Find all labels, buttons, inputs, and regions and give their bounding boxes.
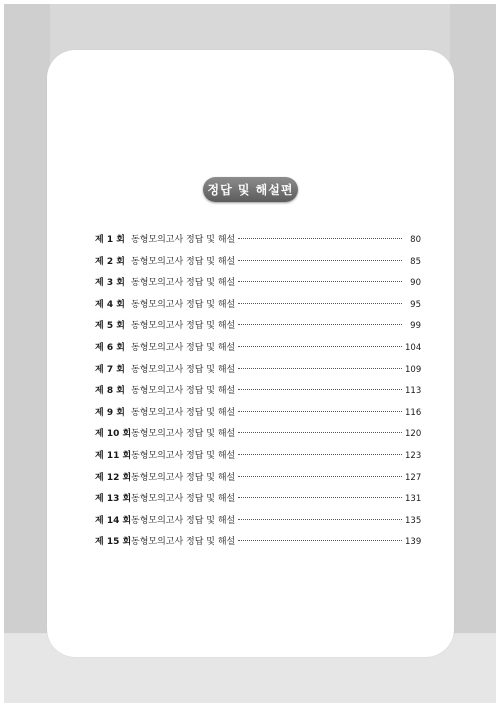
toc-number: 제 11 회	[95, 450, 132, 461]
toc-title: 동형모의고사 정답 및 해설	[131, 537, 236, 548]
toc-title: 동형모의고사 정답 및 해설	[131, 386, 236, 397]
toc-leader-dots	[238, 303, 402, 304]
toc-title: 동형모의고사 정답 및 해설	[131, 472, 236, 483]
toc-number: 제 2 회	[95, 256, 125, 267]
toc-title: 동형모의고사 정답 및 해설	[131, 364, 236, 375]
toc-row[interactable]	[95, 275, 421, 297]
toc-title: 동형모의고사 정답 및 해설	[131, 407, 236, 418]
toc-number: 제 5 회	[95, 321, 125, 332]
toc-page-number: 135	[405, 515, 422, 526]
toc-page-number: 80	[410, 235, 421, 245]
toc-row[interactable]	[95, 340, 421, 362]
toc-leader-dots	[238, 432, 402, 433]
toc-page-number: 127	[405, 472, 422, 483]
toc-page-number: 90	[410, 278, 421, 289]
toc-page-number: 116	[405, 407, 422, 418]
toc-number: 제 8 회	[95, 386, 125, 397]
toc-leader-dots	[238, 281, 402, 282]
toc-number: 제 4 회	[95, 299, 125, 310]
toc-leader-dots	[238, 238, 402, 239]
toc-page-number: 113	[405, 386, 422, 397]
toc-row[interactable]	[95, 491, 421, 513]
toc-page-number: 109	[405, 364, 422, 375]
toc-row[interactable]	[95, 232, 421, 254]
toc-page-number: 123	[405, 450, 422, 461]
toc-number: 제 3 회	[95, 278, 125, 289]
toc-title: 동형모의고사 정답 및 해설	[131, 342, 236, 353]
toc-page-number: 104	[405, 342, 422, 353]
toc-page-number: 85	[410, 256, 421, 267]
toc-title: 동형모의고사 정답 및 해설	[131, 235, 236, 245]
toc-row[interactable]	[95, 254, 421, 276]
toc-number: 제 13 회	[95, 494, 132, 505]
toc-title: 동형모의고사 정답 및 해설	[131, 256, 236, 267]
toc-leader-dots	[238, 519, 402, 520]
toc-leader-dots	[238, 497, 402, 498]
toc-number: 제 9 회	[95, 407, 125, 418]
toc-leader-dots	[238, 540, 402, 541]
toc-page-number: 131	[405, 494, 422, 505]
toc-page-number: 120	[405, 429, 422, 440]
toc-row[interactable]	[95, 383, 421, 405]
toc-title: 동형모의고사 정답 및 해설	[131, 321, 236, 332]
toc-row[interactable]	[95, 534, 421, 556]
toc-title: 동형모의고사 정답 및 해설	[131, 299, 236, 310]
toc-row[interactable]	[95, 513, 421, 535]
toc-leader-dots	[238, 454, 402, 455]
toc-title: 동형모의고사 정답 및 해설	[131, 429, 236, 440]
toc-row[interactable]	[95, 297, 421, 319]
toc-title: 동형모의고사 정답 및 해설	[131, 450, 236, 461]
toc-leader-dots	[238, 411, 402, 412]
toc-leader-dots	[238, 389, 402, 390]
toc-number: 제 10 회	[95, 429, 132, 440]
toc-row[interactable]	[95, 426, 421, 448]
toc-leader-dots	[238, 476, 402, 477]
toc-leader-dots	[238, 260, 402, 261]
table-of-contents	[95, 232, 421, 556]
toc-leader-dots	[238, 324, 402, 325]
section-title-badge: 정답 및 해설편	[203, 177, 298, 202]
toc-leader-dots	[238, 368, 402, 369]
toc-number: 제 1 회	[95, 235, 125, 245]
toc-number: 제 6 회	[95, 342, 125, 353]
toc-row[interactable]	[95, 405, 421, 427]
toc-page-number: 99	[410, 321, 421, 332]
toc-title: 동형모의고사 정답 및 해설	[131, 494, 236, 505]
toc-page-number: 95	[410, 299, 421, 310]
background-right-wall	[450, 4, 496, 703]
toc-number: 제 14 회	[95, 515, 132, 526]
toc-row[interactable]	[95, 362, 421, 384]
toc-number: 제 12 회	[95, 472, 132, 483]
toc-page-number: 139	[405, 537, 422, 548]
toc-number: 제 15 회	[95, 537, 132, 548]
toc-leader-dots	[238, 346, 402, 347]
toc-row[interactable]	[95, 448, 421, 470]
background-left-wall	[4, 4, 50, 703]
toc-number: 제 7 회	[95, 364, 125, 375]
toc-title: 동형모의고사 정답 및 해설	[131, 515, 236, 526]
toc-row[interactable]	[95, 318, 421, 340]
toc-row[interactable]	[95, 470, 421, 492]
toc-title: 동형모의고사 정답 및 해설	[131, 278, 236, 289]
